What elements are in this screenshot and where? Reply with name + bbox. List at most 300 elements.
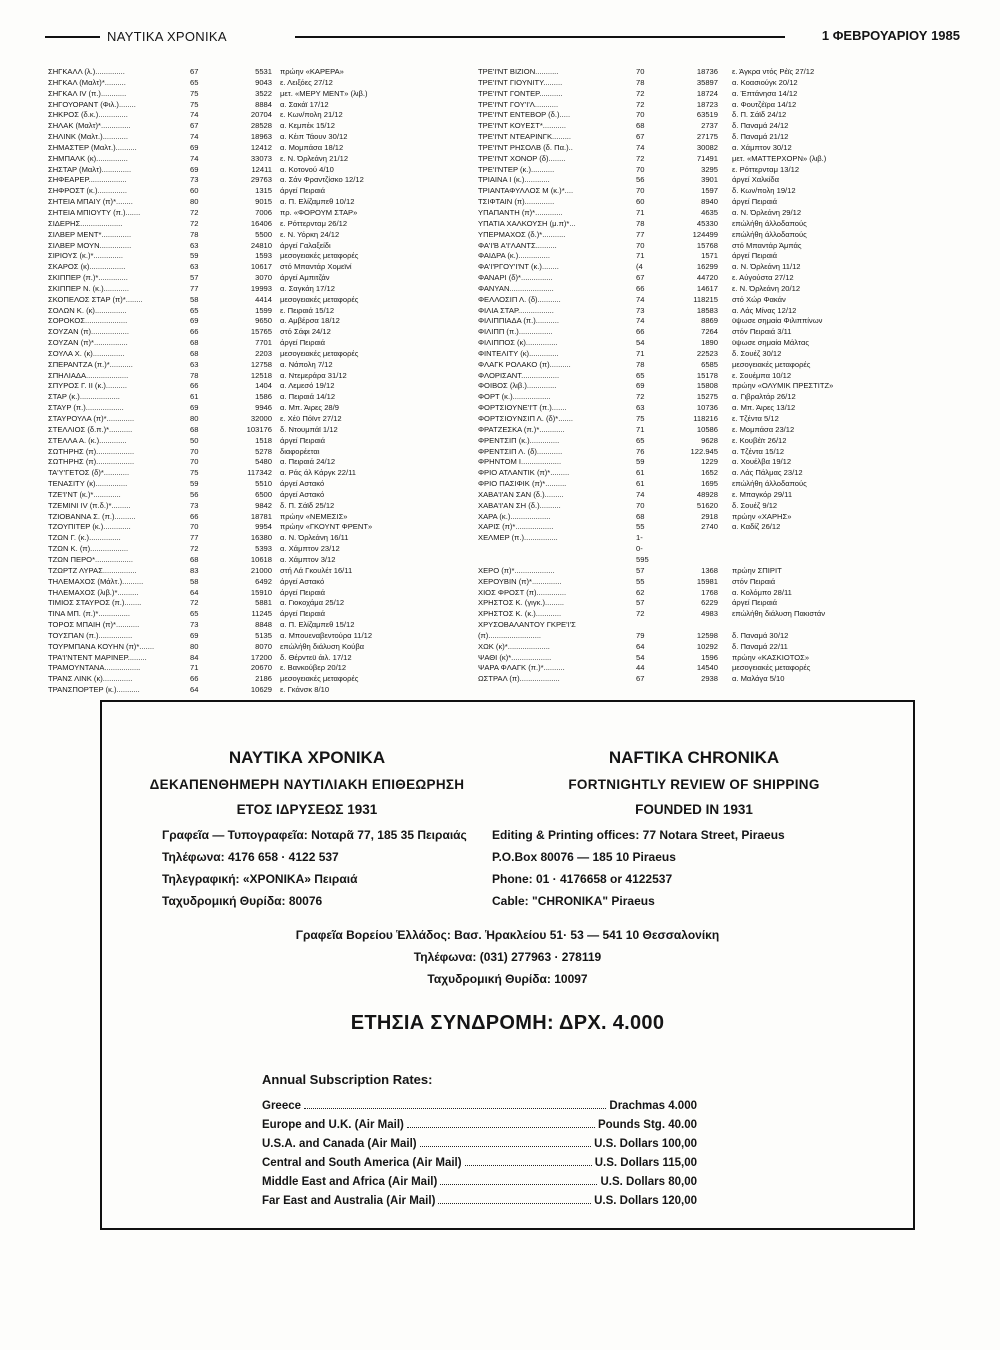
build-year: 65: [636, 370, 645, 380]
ship-row: [478, 197, 908, 208]
gross-tonnage: 16299: [696, 262, 718, 272]
ship-name: ΦΟΡΤ (κ.)..................: [478, 392, 551, 402]
build-year: 65: [190, 609, 199, 619]
ship-status: α. Καδίζ 26/12: [732, 522, 781, 532]
ship-name: ΣΙΛΒΕΡ ΜΕΝΤ*..............: [48, 229, 132, 239]
ship-status: δ. Θέρντεϋ άιλ. 17/12: [280, 652, 352, 662]
ship-name: ΦΙΛΙΑ ΣΤΑΡ.................: [478, 305, 554, 315]
ship-name: ΦΡΕΝΤΣΙΠ Λ. (δ)............: [478, 446, 563, 456]
gross-tonnage: 18723: [696, 99, 718, 109]
build-year: 72: [190, 207, 199, 217]
ship-row: [478, 154, 908, 165]
ship-name: ΤΣΙΦΤΑΙΝ (π)..............: [478, 197, 555, 207]
ship-status: μεσογειακές μεταφορές: [280, 348, 359, 358]
build-year: 78: [636, 218, 645, 228]
build-year: 75: [190, 468, 199, 478]
gross-tonnage: 1596: [701, 652, 718, 662]
ship-status: α. Γιοκοχάμα 25/12: [280, 598, 345, 608]
ship-row: [478, 349, 908, 360]
ship-row: [48, 100, 468, 111]
gross-tonnage: 44720: [696, 273, 718, 283]
gross-tonnage: 6500: [255, 489, 272, 499]
ship-name: ΤΗΛΕΜΑΧΟΣ (Μάλτ.)..........: [48, 576, 144, 586]
build-year: 57: [636, 598, 645, 608]
ship-status: μεσογειακές μεταφορές: [732, 663, 811, 673]
ship-row: [48, 230, 468, 241]
gross-tonnage: 16380: [250, 533, 272, 543]
ship-row: [478, 577, 908, 588]
build-year: 77: [190, 283, 199, 293]
ship-row: [478, 295, 908, 306]
gross-tonnage: 5278: [255, 446, 272, 456]
ship-name: ΤΖΕΜΙΝΙ IV (π.δ.)*.........: [48, 500, 131, 510]
gross-tonnage: 20670: [250, 663, 272, 673]
build-year: 64: [190, 685, 199, 695]
ship-name: ΣΗΓΚΑΛ IV (π.)............: [48, 88, 127, 98]
page-header: [45, 27, 960, 47]
ship-row: [478, 544, 908, 555]
gross-tonnage: 1518: [255, 435, 272, 445]
build-year: 71: [636, 251, 645, 261]
ship-status: άργεί Αστακό: [280, 479, 325, 489]
ship-name: ΣΗΓΚΑΛ (Μαλτ)*..........: [48, 77, 126, 87]
build-year: 68: [190, 338, 199, 348]
ship-status: α. Λάς Μίνας 12/12: [732, 305, 797, 315]
ship-name: ΣΤΑΥΡ (π.)..................: [48, 403, 124, 413]
english-founded: FOUNDED IN 1931: [635, 802, 753, 817]
gross-tonnage: 5393: [255, 544, 272, 554]
ship-status: ε. Ν. Όρλεάνη 21/12: [280, 153, 349, 163]
gross-tonnage: 15910: [250, 587, 272, 597]
ship-name: ΣΤΑΥΡΟΥΛΑ (π)*.............: [48, 414, 135, 423]
ship-name: ΧΡΗΣΤΟΣ Κ. (κ.)............: [478, 609, 562, 619]
ship-status: ε. Κουβέϊτ 26/12: [732, 435, 787, 445]
ship-row: [478, 89, 908, 100]
annual-subscription-heading: ΕΤΗΣΙΑ ΣΥΝΔΡΟΜΗ: ΔΡΧ. 4.000: [350, 1012, 665, 1034]
build-year: 67: [636, 273, 645, 283]
ship-name: ΣΟΥΖΑΝ (π)..................: [48, 327, 129, 337]
build-year: 57: [636, 565, 645, 575]
build-year: 67: [190, 67, 199, 76]
rate-price: U.S. Dollars 80,00: [600, 1176, 697, 1188]
build-year: 74: [636, 316, 645, 326]
ship-name: ΣΗΓΟΥΟΡΑΝΤ (Φιλ.)........: [48, 99, 136, 109]
gross-tonnage: 22523: [696, 348, 718, 358]
masthead-box: [100, 700, 915, 1230]
ship-name: ΤΖΟΥΠΙΤΕΡ (κ.).............: [48, 522, 131, 532]
ship-row: [48, 262, 468, 273]
ship-status: α. Χουέλβα 19/12: [732, 457, 792, 467]
ship-status: άργεί Πειραιά: [280, 338, 326, 348]
ship-name: ΧΑΡΙΣ (π)*..................: [478, 522, 554, 532]
ship-status: πρ. «ΦΟΡΟΥΜ ΣΤΑΡ»: [280, 207, 358, 217]
ship-status: δ. Παναμά 21/12: [732, 132, 789, 142]
gross-tonnage: 122.945: [690, 446, 718, 456]
rate-price: U.S. Dollars 120,00: [594, 1195, 697, 1207]
ship-status: α. Μαλάγα 5/10: [732, 674, 785, 684]
build-year: 1-: [636, 533, 643, 543]
ship-name: ΣΗΓΚΑΛΛ (λ.)..............: [48, 67, 125, 76]
ship-row: [478, 533, 908, 544]
ship-status: πρώην «ΧΑΡΗΣ»: [732, 511, 792, 521]
ship-row: [478, 360, 908, 371]
ship-name: ΤΡΕ'Ι'ΝΤ ΧΟΝΟΡ (δ)........: [478, 153, 566, 163]
ship-name: ΦΑ'Ι'Β Α'Ι'ΛΑΝΤΣ..........: [478, 240, 557, 250]
build-year: 69: [190, 630, 199, 640]
gross-tonnage: 11245: [251, 609, 272, 619]
build-year: 58: [190, 294, 199, 304]
ship-status: ε. Κων/πολη 21/12: [280, 110, 343, 120]
build-year: 68: [190, 424, 199, 434]
ship-name: ΦΡΕΝΤΣΙΠ (κ.)..............: [478, 435, 560, 445]
ship-name: ΣΩΤΗΡΗΣ (π)..................: [48, 446, 135, 456]
ship-name: ΦΑ'Ι'ΡΓΟΥ'Ι'ΝΤ (κ.)........: [478, 262, 559, 272]
build-year: 70: [636, 164, 645, 174]
ship-row: [48, 186, 468, 197]
ship-status: α. Ράς άλ Κάργκ 22/11: [280, 468, 356, 478]
ship-row: [478, 208, 908, 219]
ship-row: [48, 555, 468, 566]
build-year: 54: [636, 338, 645, 348]
ship-row: [478, 501, 908, 512]
greek-contact-line: Τηλεγραφική: «ΧΡΟΝΙΚΑ» Πειραιά: [162, 872, 358, 886]
gross-tonnage: 21000: [250, 565, 272, 575]
gross-tonnage: 124499: [692, 229, 718, 239]
ship-row: [478, 219, 908, 230]
english-contact-line: Cable: "CHRONIKA" Piraeus: [492, 894, 655, 908]
gross-tonnage: 5531: [255, 67, 272, 76]
ship-row: [48, 316, 468, 327]
build-year: 73: [190, 500, 199, 510]
ship-status: α. Κολόμπο 28/11: [732, 587, 792, 597]
gross-tonnage: 2203: [255, 348, 272, 358]
ship-status: μετ. «ΜΑΤΤΕΡΧΟΡΝ» (λιβ.): [732, 153, 827, 163]
build-year: 66: [190, 327, 199, 337]
rate-region: Europe and U.K. (Air Mail): [262, 1119, 404, 1131]
english-subtitle: FORTNIGHTLY REVIEW OF SHIPPING: [568, 777, 820, 792]
gross-tonnage: 9628: [701, 435, 718, 445]
build-year: 74: [636, 294, 645, 304]
ship-name: ΣΗΦΡΟΣΤ (κ.)..............: [48, 186, 128, 196]
gross-tonnage: 4414: [255, 294, 272, 304]
ship-name: ΦΟΙΒΟΣ (λιβ.)..............: [478, 381, 557, 391]
gross-tonnage: 29763: [250, 175, 272, 185]
ship-row: [48, 620, 468, 631]
english-contact-line: Editing & Printing offices: 77 Notara Street, Piraeus: [492, 828, 785, 842]
build-year: 75: [190, 99, 199, 109]
gross-tonnage: 1599: [255, 305, 272, 315]
ship-row: [478, 425, 908, 436]
gross-tonnage: 15768: [696, 240, 718, 250]
ship-status: δ. Παναμά 24/12: [732, 121, 789, 131]
build-year: 74: [190, 153, 199, 163]
ship-row: [478, 631, 908, 642]
rate-region: Middle East and Africa (Air Mail): [262, 1176, 438, 1188]
ship-row: [48, 381, 468, 392]
ship-name: ΤΖΩΝ ΠΕΡΟ*..................: [48, 554, 133, 564]
gross-tonnage: 10292: [696, 641, 718, 651]
ship-name: ΧΙΟΣ ΦΡΟΣΤ (π)..............: [478, 587, 567, 597]
ship-row: [48, 241, 468, 252]
ship-name: ΣΗΣΤΑΡ (Μαλτ)..............: [48, 164, 132, 174]
build-year: 63: [636, 403, 645, 413]
gross-tonnage: 1652: [701, 468, 718, 478]
build-year: 66: [636, 283, 645, 293]
ship-row: [478, 436, 908, 447]
header-rule-left: [45, 36, 100, 38]
ship-name: ΥΠΑΠΑΝΤΗ (π)*.............: [478, 207, 563, 217]
ship-row: [48, 631, 468, 642]
ship-row: [48, 512, 468, 523]
rate-row: [262, 1194, 697, 1213]
dot-leader: [438, 1194, 591, 1204]
build-year: 78: [190, 229, 199, 239]
ship-status: ε. Λειξόες 27/12: [280, 77, 333, 87]
ship-status: α. Σάν Φραντζίσκο 12/12: [280, 175, 364, 185]
ship-row: [48, 522, 468, 533]
ship-status: α. Σαγκάη 17/12: [280, 283, 335, 293]
ship-status: α. Μπ. Άιρες 13/12: [732, 403, 796, 413]
ship-name: ΣΚΙΠΠΕΡ Ν. (κ.)............: [48, 283, 129, 293]
ship-name: ΧΕΡΟ (π)*...................: [478, 565, 555, 575]
build-year: 55: [636, 522, 645, 532]
ship-name: ΣΙΛΒΕΡ ΜΟΥΝ...............: [48, 240, 132, 250]
gross-tonnage: 9842: [255, 500, 272, 510]
build-year: 61: [636, 479, 645, 489]
ship-row: [48, 577, 468, 588]
ship-name: ΤΡΕ'Ι'ΝΤ ΓΟΥ'Ι'Λ...........: [478, 99, 559, 109]
gross-tonnage: 1315: [255, 186, 272, 196]
gross-tonnage: 1586: [255, 392, 272, 402]
gross-tonnage: 1597: [701, 186, 718, 196]
gross-tonnage: 63519: [696, 110, 718, 120]
build-year: 70: [636, 110, 645, 120]
ship-name: ΨΑΘΙ (κ)*...................: [478, 652, 552, 662]
gross-tonnage: 3070: [255, 273, 272, 283]
gross-tonnage: 8869: [701, 316, 718, 326]
gross-tonnage: 15808: [696, 381, 718, 391]
ship-status: α. Χάμπτον 30/12: [732, 142, 792, 152]
ship-row: [48, 544, 468, 555]
gross-tonnage: 15981: [696, 576, 718, 586]
ship-name: ΦΡΗΝΤΟΜ Ι...................: [478, 457, 562, 467]
header-rule-right: [295, 36, 785, 38]
ship-row: [48, 78, 468, 89]
gross-tonnage: 6492: [255, 576, 272, 586]
build-year: 73: [636, 305, 645, 315]
gross-tonnage: 4983: [701, 609, 718, 619]
ship-name: ΤΖΩΝ Γ. (κ.)...............: [48, 533, 121, 543]
ship-row: [48, 533, 468, 544]
ship-row: [478, 262, 908, 273]
ship-status: α. Π. Ελίζαμπεθ 15/12: [280, 620, 355, 630]
gross-tonnage: 9954: [255, 522, 272, 532]
gross-tonnage: 12598: [696, 630, 718, 640]
ship-row: [48, 219, 468, 230]
build-year: 74: [636, 142, 645, 152]
ship-row: [478, 165, 908, 176]
ship-name: ΤΖΩΝ Κ. (π)..................: [48, 544, 129, 554]
ship-row: [478, 186, 908, 197]
build-year: 72: [190, 598, 199, 608]
ship-row: [478, 653, 908, 664]
ship-row: [478, 316, 908, 327]
ship-status: δ. Π. Σάϊδ 24/12: [732, 110, 787, 120]
ship-status: άργεί Πειραιά: [732, 251, 778, 261]
gross-tonnage: 33073: [250, 153, 272, 163]
build-year: 70: [636, 240, 645, 250]
ship-status: ε. Βανκούβερ 20/12: [280, 663, 347, 673]
ship-name: ΣΟΡΟΚΟΣ....................: [48, 316, 128, 326]
ship-row: [48, 110, 468, 121]
gross-tonnage: 45330: [696, 218, 718, 228]
ship-row: [48, 674, 468, 685]
ship-status: δ. Σουέζ 30/12: [732, 348, 782, 358]
ship-row: [48, 197, 468, 208]
ship-row: [48, 165, 468, 176]
build-year: 72: [636, 392, 645, 402]
ship-name: ΤΖΙΟΒΑΝΝΑ Σ. (π.)..........: [48, 511, 136, 521]
ship-status: άργεί Πειραιά: [280, 609, 326, 619]
gross-tonnage: 2918: [701, 511, 718, 521]
build-year: 65: [190, 305, 199, 315]
ship-status: α. Κεμπέκ 15/12: [280, 121, 335, 131]
gross-tonnage: 48928: [696, 489, 718, 499]
gross-tonnage: 2740: [701, 522, 718, 532]
ship-row: [48, 663, 468, 674]
gross-tonnage: 1571: [701, 251, 718, 261]
ship-name: ΤΡΑΜΟΥΝΤΑΝΑ.................: [48, 663, 141, 673]
ship-row: [478, 175, 908, 186]
ship-name: ΨΑΡΑ ΦΛΑΓΚ (π.)*..........: [478, 663, 565, 673]
build-year: 68: [190, 348, 199, 358]
build-year: 71: [636, 207, 645, 217]
ship-status: α. Κοασιούγκ 20/12: [732, 77, 798, 87]
ship-row: [48, 490, 468, 501]
ship-name: ΦΛΑΓΚ ΡΟΛΑΚΟ (π)..........: [478, 359, 571, 369]
ship-row: [478, 392, 908, 403]
build-year: 56: [636, 175, 645, 185]
ship-row: [478, 67, 908, 78]
gross-tonnage: 27175: [696, 132, 718, 142]
ship-list-right: [478, 67, 908, 685]
ship-name: ΤΡΙΑΝΤΑΦΥΛΛΟΣ Μ (κ.)*....: [478, 186, 574, 196]
ship-row: [478, 566, 908, 577]
gross-tonnage: 9946: [255, 403, 272, 413]
build-year: 60: [190, 186, 199, 196]
ship-status: ε. Ρόττερνταμ 13/12: [732, 164, 800, 174]
ship-row: [48, 175, 468, 186]
ship-status: ε. Σουέμπα 10/12: [732, 370, 792, 380]
ship-name: ΤΟΥΡΜΠΑΝΑ ΚΟΥΗΝ (π)*.......: [48, 641, 155, 651]
gross-tonnage: 3901: [701, 175, 718, 185]
ship-name: ΤΟΥΣΠΑΝ (π.)................: [48, 630, 133, 640]
ship-status: δ. Παναμά 30/12: [732, 630, 789, 640]
ship-status: α. Ν. Όρλεάνη 16/11: [280, 533, 349, 543]
ship-name: ΤΟΡΟΣ ΜΠΑΙΗ (π)*...........: [48, 620, 140, 630]
ship-status: πρώην «ΚΑΣΚΙΟΤΟΣ»: [732, 652, 810, 662]
ship-row: [48, 588, 468, 599]
build-year: 77: [636, 229, 645, 239]
build-year: 64: [190, 587, 199, 597]
ship-row: [48, 327, 468, 338]
ship-status: άργεί Χαλκίδα: [732, 175, 780, 185]
ship-row: [478, 100, 908, 111]
northern-greece-office: [102, 924, 913, 990]
ship-row: [48, 360, 468, 371]
build-year: (4: [636, 262, 643, 272]
ship-status: στόν Πειραιά: [732, 576, 776, 586]
build-year: 65: [636, 435, 645, 445]
english-contact-line: P.O.Box 80076 — 185 10 Piraeus: [492, 850, 676, 864]
ship-status: ε. Μομπάσα 23/12: [732, 424, 795, 434]
ship-row: [478, 468, 908, 479]
ship-status: στόν Πειραιά 3/11: [732, 327, 792, 337]
north-office-line: Τηλέφωνα: (031) 277963 · 278119: [413, 950, 602, 964]
ship-row: [478, 620, 908, 631]
ship-status: επώλήθη διάλυση Πακιστάν: [732, 609, 826, 619]
rate-row: [262, 1156, 697, 1175]
gross-tonnage: 8070: [255, 641, 272, 651]
ship-name: ΣΙΔΕΡΗΣ....................: [48, 218, 123, 228]
greek-contact-line: Τηλέφωνα: 4176 658 · 4122 537: [162, 850, 339, 864]
build-year: 66: [190, 674, 199, 684]
gross-tonnage: 32000: [250, 414, 272, 423]
ship-row: [478, 110, 908, 121]
ship-status: άργεί Αστακό: [280, 489, 325, 499]
ship-row: [478, 479, 908, 490]
gross-tonnage: 2938: [701, 674, 718, 684]
ship-row: [48, 132, 468, 143]
ship-name: ΣΚΙΠΠΕΡ (π.)*..............: [48, 273, 128, 283]
ship-status: άργεί Πειραιά: [280, 186, 326, 196]
ship-status: α. Μομπάσα 18/12: [280, 142, 344, 152]
gross-tonnage: 12412: [250, 142, 272, 152]
dot-leader: [407, 1118, 595, 1128]
ship-row: [48, 447, 468, 458]
ship-row: [48, 89, 468, 100]
ship-status: α. Π. Ελίζαμπεθ 10/12: [280, 197, 355, 207]
ship-name: ΤΗΛΕΜΑΧΟΣ (λιβ.)*..........: [48, 587, 139, 597]
build-year: 0-: [636, 544, 643, 554]
ship-status: α. Σακάϊ 17/12: [280, 99, 329, 109]
build-year: 66: [190, 511, 199, 521]
ship-name: ΣΗΤΕΙΑ ΜΠΙΟΥΤΥ (π.).......: [48, 207, 141, 217]
build-year: 72: [190, 544, 199, 554]
ship-row: [48, 273, 468, 284]
gross-tonnage: 12758: [250, 359, 272, 369]
gross-tonnage: 6229: [701, 598, 718, 608]
build-year: 78: [190, 370, 199, 380]
build-year: 72: [636, 88, 645, 98]
ship-row: [478, 121, 908, 132]
ship-name: ΤΡΙΑΙΝΑ Ι (κ.)............: [478, 175, 550, 185]
ship-status: επώλήθη άλλοδαπούς: [732, 479, 807, 489]
gross-tonnage: 9650: [255, 316, 272, 326]
rate-price: Drachmas 4.000: [609, 1100, 697, 1112]
ship-row: [478, 251, 908, 262]
build-year: 80: [190, 414, 199, 423]
build-year: 44: [636, 663, 645, 673]
gross-tonnage: 16406: [250, 218, 272, 228]
gross-tonnage: 18583: [696, 305, 718, 315]
ship-status: ε. Γκάνσκ 8/10: [280, 685, 330, 695]
ship-name: ΦΕΛΛΟΣΙΠ Λ. (δ)...........: [478, 294, 561, 304]
english-contact-line: Phone: 01 · 4176658 or 4122537: [492, 872, 673, 886]
build-year: 72: [636, 99, 645, 109]
ship-row: [48, 609, 468, 620]
dot-leader: [420, 1137, 591, 1147]
